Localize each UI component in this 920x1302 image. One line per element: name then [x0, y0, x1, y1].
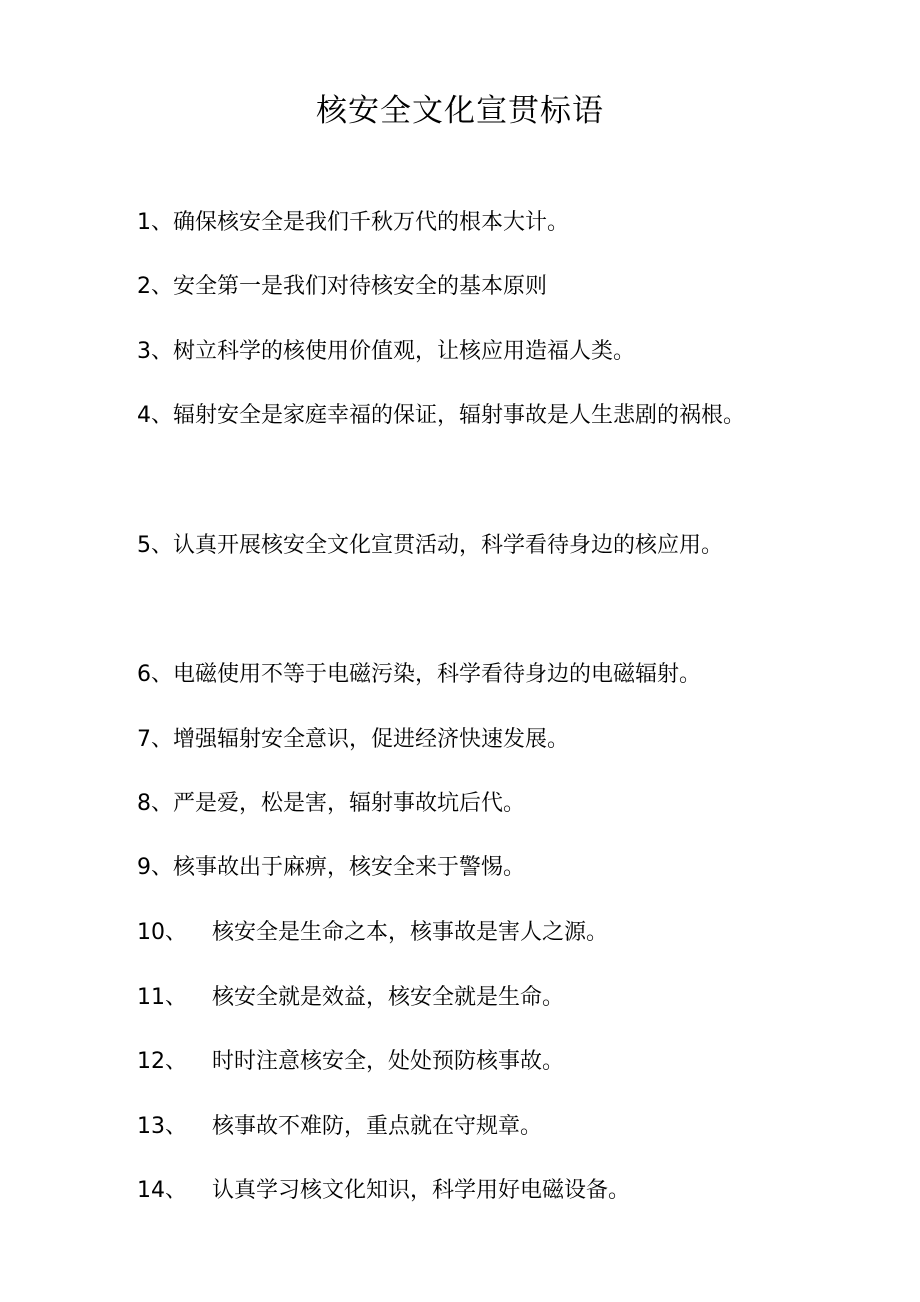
item-number: 3、: [137, 339, 173, 364]
item-text: 确保核安全是我们千秋万代的根本大计。: [173, 210, 570, 235]
list-item: [137, 966, 787, 1031]
list-item: [137, 643, 787, 708]
item-text: 认真学习核文化知识，科学用好电磁设备。: [212, 1178, 631, 1203]
list-item: [137, 514, 787, 579]
list-item: [137, 708, 787, 773]
document-title: 核安全文化宣贯标语: [316, 93, 604, 129]
item-number: 14、: [137, 1178, 187, 1203]
list-item: [137, 191, 787, 256]
item-number: 13、: [137, 1114, 187, 1139]
list-item: [137, 836, 787, 901]
list-item: [137, 384, 787, 449]
item-text: 核安全就是效益，核安全就是生命。: [212, 985, 565, 1010]
list-item: [137, 255, 787, 320]
item-number: 9、: [137, 855, 173, 880]
item-text: 辐射安全是家庭幸福的保证，辐射事故是人生悲剧的祸根。: [173, 403, 746, 428]
item-text: 电磁使用不等于电磁污染，科学看待身边的电磁辐射。: [173, 662, 702, 687]
item-number: 4、: [137, 403, 173, 428]
item-number: 6、: [137, 662, 173, 687]
item-number: 7、: [137, 727, 173, 752]
item-text: 时时注意核安全，处处预防核事故。: [212, 1049, 565, 1074]
item-text: 增强辐射安全意识，促进经济快速发展。: [173, 727, 570, 752]
item-text: 安全第一是我们对待核安全的基本原则: [173, 274, 548, 299]
item-text: 认真开展核安全文化宣贯活动，科学看待身边的核应用。: [173, 533, 724, 558]
item-number: 11、: [137, 985, 187, 1010]
list-item: [137, 320, 787, 385]
list-item: [137, 901, 787, 966]
item-number: 10、: [137, 920, 187, 945]
list-item: [137, 1159, 787, 1224]
list-item: [137, 1030, 787, 1095]
item-text: 树立科学的核使用价值观，让核应用造福人类。: [173, 339, 636, 364]
item-number: 8、: [137, 791, 173, 816]
item-number: 5、: [137, 533, 173, 558]
item-text: 核安全是生命之本，核事故是害人之源。: [212, 920, 609, 945]
item-text: 核事故出于麻痹，核安全来于警惕。: [173, 855, 526, 880]
item-text: 核事故不难防，重点就在守规章。: [212, 1114, 543, 1139]
list-item: [137, 772, 787, 837]
item-number: 2、: [137, 274, 173, 299]
item-number: 12、: [137, 1049, 187, 1074]
item-number: 1、: [137, 210, 173, 235]
item-text: 严是爱，松是害，辐射事故坑后代。: [173, 791, 526, 816]
list-item: [137, 1095, 787, 1160]
